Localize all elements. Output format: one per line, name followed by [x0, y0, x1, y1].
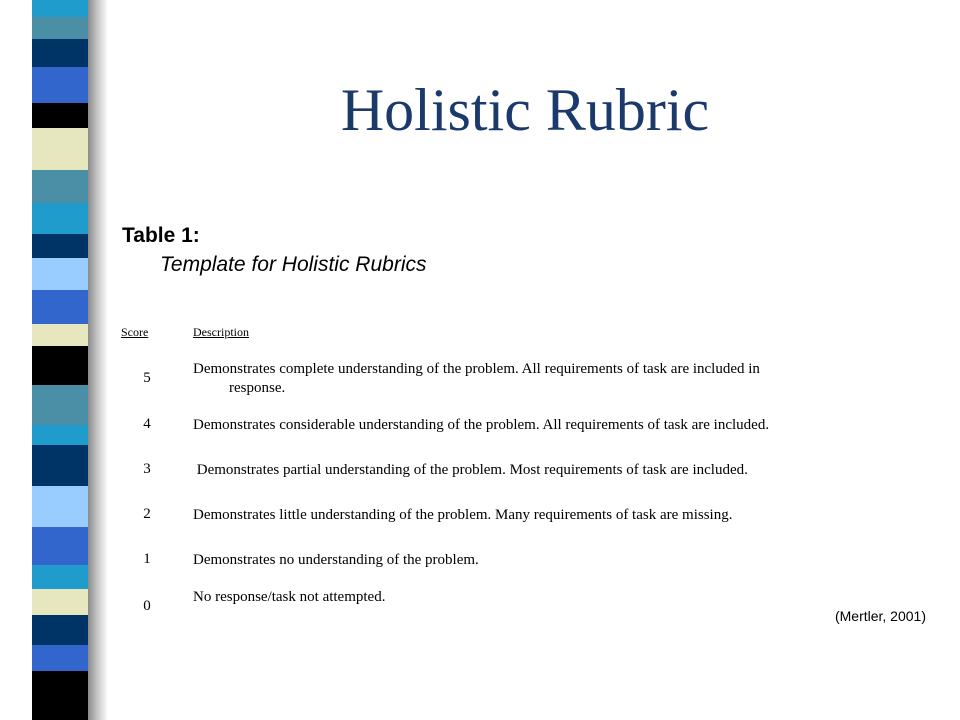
- rubric-description-5-line2: response.: [229, 380, 286, 396]
- table-caption: Template for Holistic Rubrics: [160, 253, 427, 276]
- citation: (Mertler, 2001): [834, 608, 926, 624]
- table-label: Table 1:: [122, 224, 200, 247]
- rubric-score-3: 3: [143, 461, 151, 477]
- rubric-description-5: [193, 360, 893, 398]
- decorative-stripe-bar: [32, 0, 88, 720]
- rubric-score-2: 2: [143, 506, 151, 522]
- rubric-score-1: 1: [143, 551, 151, 567]
- rubric-description-1: Demonstrates no understanding of the problem.: [193, 552, 479, 568]
- description-column-header: Description: [193, 325, 249, 339]
- rubric-score-0: 0: [143, 598, 151, 614]
- slide-title: Holistic Rubric: [340, 77, 710, 143]
- stripe-shadow: [88, 0, 108, 720]
- rubric-description-0: No response/task not attempted.: [193, 589, 386, 605]
- score-column-header: Score: [121, 325, 149, 339]
- rubric-score-4: 4: [143, 416, 151, 432]
- rubric-description-2: Demonstrates little understanding of the problem. Many requirements of task are missing.: [193, 507, 733, 523]
- rubric-score-5: 5: [143, 370, 151, 386]
- rubric-description-3: Demonstrates partial understanding of the problem. Most requirements of task are included.: [193, 462, 748, 478]
- rubric-description-4: Demonstrates considerable understanding of the problem. All requirements of task are included.: [193, 417, 770, 433]
- rubric-description-5-line1: Demonstrates complete understanding of the problem. All requirements of task are included in: [193, 361, 760, 377]
